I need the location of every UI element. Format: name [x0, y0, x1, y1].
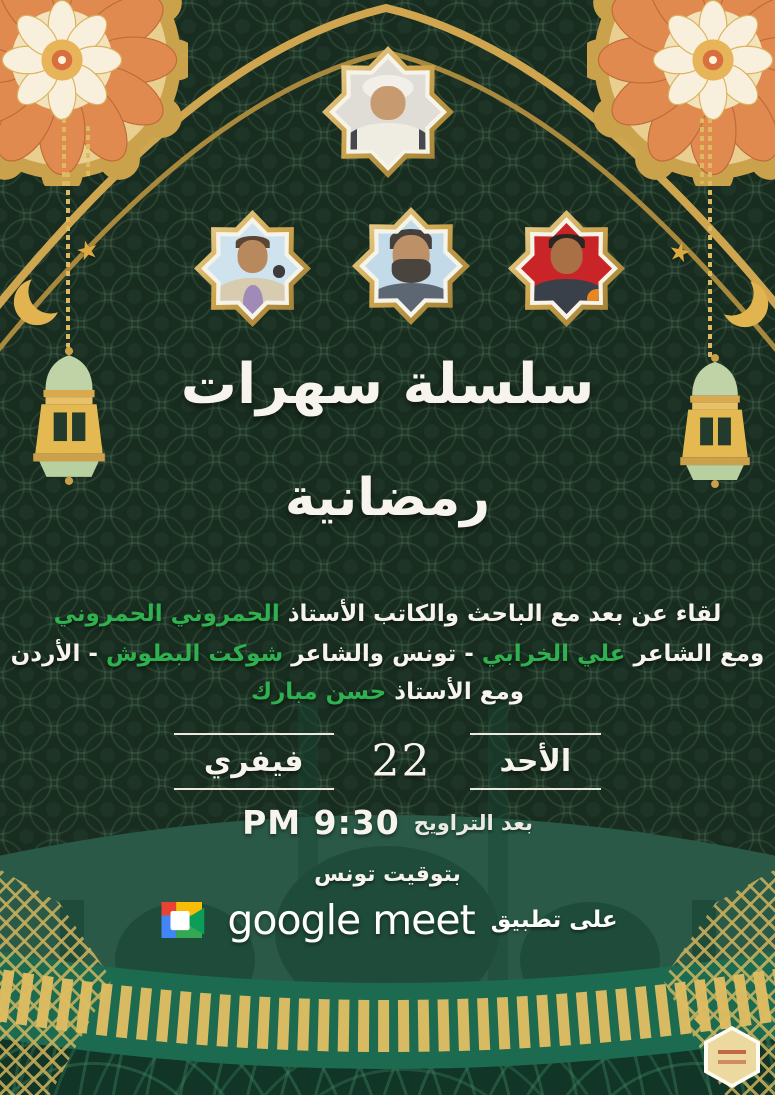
timezone-note: بتوقيت تونس: [314, 862, 461, 887]
guest-name: حسن مبارك: [250, 679, 387, 705]
platform-name: google meet: [227, 896, 475, 944]
series-title-line2: رمضانية: [284, 468, 491, 528]
description-line-1: [0, 601, 775, 627]
guest-name: شوكت البطوش: [105, 641, 284, 667]
lantern-chain-right: [708, 118, 712, 358]
weekday-label: الأحد: [470, 733, 602, 790]
guest-name: الحمروني الحمروني: [53, 601, 280, 627]
mandala-ornament-left: [0, 0, 188, 186]
guest-photo: [521, 223, 612, 314]
description-line-3: [0, 679, 775, 705]
guest-photo: [365, 220, 457, 312]
guest-photo-frame-3: [508, 210, 625, 327]
time-value: 9:30 PM: [242, 803, 400, 842]
bead-chain: [700, 118, 704, 184]
platform-row: [0, 893, 775, 947]
mandala-flower: [587, 0, 775, 186]
month-label: فيفري: [174, 733, 334, 790]
description-text: لقاء عن بعد مع الباحث والكاتب الأستاذ: [287, 601, 722, 627]
time-note: بعد التراويح: [413, 810, 533, 835]
description-text: - تونس والشاعر: [291, 641, 474, 667]
crescent-moon-icon: [10, 272, 68, 330]
star-icon: ★: [665, 235, 695, 271]
description-text: ومع الأستاذ: [394, 679, 524, 705]
description-text: - الأردن: [10, 641, 98, 667]
badge-mark: [718, 1050, 746, 1054]
guest-photo: [207, 223, 298, 314]
badge-mark: [718, 1060, 746, 1064]
badge-inner: [708, 1030, 756, 1084]
time-row: [0, 803, 775, 842]
platform-prefix: على تطبيق: [490, 907, 618, 933]
star-icon: ★: [72, 233, 103, 269]
description-line-2: [0, 641, 775, 667]
mandala-flower: [0, 0, 188, 186]
guest-photo-frame-1: [194, 210, 311, 327]
schedule-row: [0, 733, 775, 790]
series-title-line1: سلسلة سهرات: [180, 352, 595, 417]
mandala-ornament-right: [587, 0, 775, 186]
crescent-moon-icon: [714, 274, 772, 332]
guest-name: علي الخرابي: [481, 641, 626, 667]
bead-chain: [86, 126, 90, 178]
guest-photo-frame-2: [352, 207, 470, 325]
day-number: 22: [371, 736, 432, 787]
google-meet-icon: [157, 893, 211, 947]
description-text: ومع الشاعر: [633, 641, 765, 667]
guest-photo-frame-top: [322, 46, 454, 178]
guest-photo: [335, 59, 441, 165]
